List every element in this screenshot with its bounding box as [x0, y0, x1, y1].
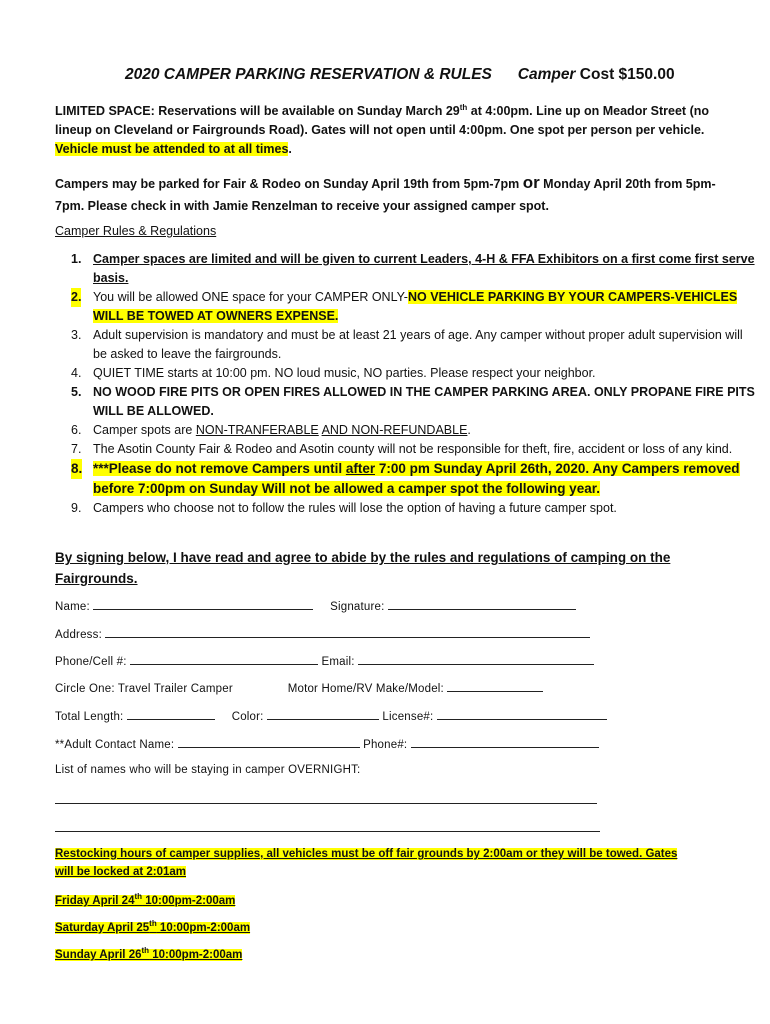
phone-field[interactable] — [130, 653, 318, 665]
form-row-address — [55, 626, 590, 641]
page-title — [125, 66, 675, 84]
saturday-label: Saturday April 25 — [55, 921, 150, 934]
overnight-names-line-1[interactable] — [55, 803, 597, 804]
friday-label: Friday April 24 — [55, 894, 135, 907]
rule-text: The Asotin County Fair & Rodeo and Asotin county will not be responsible for theft, fire, accident or loss of any kind. — [93, 442, 733, 456]
rules-list — [55, 250, 758, 518]
rule-text-highlight: NO VEHICLE PARKING BY YOUR CAMPERS-VEHICLES WILL BE TOWED AT OWNERS EXPENSE. — [93, 290, 738, 323]
signing-statement: By signing below, I have read and agree to abide by the rules and regulations of camping on the Fairgrounds. — [55, 550, 671, 586]
rule-item — [71, 440, 758, 459]
rule-text-highlight: ***Please do not remove Campers until — [93, 461, 346, 476]
address-field[interactable] — [105, 626, 590, 638]
rule-text: Camper spots are — [93, 423, 196, 437]
limited-period: . — [288, 142, 292, 157]
overnight-names-line-2[interactable] — [55, 831, 600, 832]
rule-item — [71, 421, 758, 440]
rule-item — [71, 364, 758, 383]
rule-text: QUIET TIME starts at 10:00 pm. NO loud music, NO parties. Please respect your neighbor. — [93, 366, 596, 380]
rule-number: 7. — [71, 442, 82, 456]
sunday-time: 10:00pm-2:00am — [149, 948, 243, 961]
form-row-name — [55, 598, 576, 613]
title-cost: Cost $150.00 — [579, 66, 675, 83]
overnight-list-label: List of names who will be staying in camper OVERNIGHT: — [55, 764, 361, 776]
form-row-phone — [55, 653, 594, 668]
limited-sup: th — [459, 103, 468, 112]
phone-label: Phone/Cell #: — [55, 656, 127, 668]
rule-text-underlined: NON-TRANFERABLE — [195, 423, 319, 437]
rule-text: NO WOOD FIRE PITS OR OPEN FIRES ALLOWED IN THE CAMPER PARKING AREA. ONLY PROPANE FIRE PITS WILL BE ALLOWED. — [93, 385, 755, 418]
rule-text: Adult supervision is mandatory and must be at least 21 years of age. Any camper without proper adult supervision will be asked to leave the fairgrounds. — [93, 328, 743, 361]
rule-item — [71, 383, 758, 421]
limited-text-b: at 4:00pm. Line up on Meador Street (no lineup on Cleveland or Fairgrounds Road). Gates will not open until 4:00pm. One spot per person per vehicle. — [55, 104, 710, 138]
hours-friday — [55, 888, 235, 910]
form-row-circle — [55, 680, 543, 695]
rule-number: 9. — [71, 501, 82, 515]
rule-item — [71, 499, 758, 518]
rule-number: 4. — [71, 366, 82, 380]
email-field[interactable] — [358, 653, 594, 665]
rule-text: You will be allowed ONE space for your CAMPER ONLY- — [93, 290, 408, 304]
signature-label: Signature: — [330, 601, 385, 613]
motor-home-label: Motor Home/RV Make/Model: — [287, 683, 444, 695]
contact-phone-field[interactable] — [411, 736, 599, 748]
title-main: 2020 CAMPER PARKING RESERVATION & RULES — [125, 66, 492, 83]
restocking-text: Restocking hours of camper supplies, all vehicles must be off fair grounds by 2:00am or they will be towed. Gates will be locked at 2:01am — [55, 848, 678, 878]
friday-sup: th — [134, 892, 143, 901]
rule-number: 8. — [71, 459, 82, 479]
length-field[interactable] — [127, 708, 215, 720]
license-field[interactable] — [437, 708, 607, 720]
saturday-sup: th — [149, 919, 157, 928]
parking-paragraph — [55, 172, 735, 217]
rule-number: 2. — [71, 288, 81, 307]
adult-contact-field[interactable] — [178, 736, 360, 748]
hours-sunday — [55, 942, 242, 964]
restocking-notice — [55, 845, 695, 881]
adult-contact-label: **Adult Contact Name: — [55, 739, 175, 751]
name-label: Name: — [55, 601, 90, 613]
title-camper: Camper — [517, 66, 576, 83]
license-label: License#: — [382, 711, 434, 723]
email-label: Email: — [321, 656, 355, 668]
hours-saturday — [55, 915, 250, 937]
rule-item — [71, 250, 758, 288]
form-row-length — [55, 708, 607, 723]
address-label: Address: — [55, 629, 102, 641]
attended-highlight: Vehicle must be attended to at all times — [55, 142, 289, 157]
name-field[interactable] — [93, 598, 313, 610]
friday-time: 10:00pm-2:00am — [142, 894, 236, 907]
rules-heading: Camper Rules & Regulations — [55, 224, 217, 238]
make-model-field[interactable] — [447, 680, 543, 692]
length-label: Total Length: — [55, 711, 124, 723]
limited-text: LIMITED SPACE: Reservations will be available on Sunday March 29 — [55, 104, 460, 119]
rule-number: 3. — [71, 328, 82, 342]
rule-item — [71, 288, 758, 326]
contact-phone-label: Phone#: — [363, 739, 408, 751]
parking-text-b: Monday April 20th from 5pm-7pm. Please check in with Jamie Renzelman to receive your assigned camper spot. — [55, 177, 716, 213]
sunday-sup: th — [141, 946, 150, 955]
rule-item — [71, 326, 758, 364]
rule-number: 5. — [71, 385, 82, 399]
sunday-label: Sunday April 26 — [55, 948, 142, 961]
form-row-contact — [55, 736, 599, 751]
saturday-time: 10:00pm-2:00am — [156, 921, 251, 934]
signature-field[interactable] — [388, 598, 576, 610]
circle-one-label: Circle One: Travel Trailer Camper — [55, 683, 233, 695]
color-label: Color: — [231, 711, 264, 723]
limited-space-paragraph — [55, 98, 735, 159]
rule-number: 6. — [71, 423, 82, 437]
color-field[interactable] — [267, 708, 379, 720]
form-row-list — [55, 764, 360, 776]
rule-number: 1. — [71, 252, 82, 266]
rule-item — [71, 459, 758, 499]
rule-text-underlined: AND NON-REFUNDABLE — [321, 423, 468, 437]
parking-or: or — [522, 173, 540, 192]
rule-text-highlight: after — [345, 461, 376, 476]
rule-text: Campers who choose not to follow the rules will lose the option of having a future camper spot. — [93, 501, 617, 515]
parking-text-a: Campers may be parked for Fair & Rodeo on Sunday April 19th from 5pm-7pm — [55, 177, 523, 191]
rule-text-highlight: 7:00 pm Sunday April 26th, 2020. Any Campers removed before 7:00pm on Sunday Will not be allowed a camper spot the following year. — [93, 461, 740, 496]
rule-text: Camper spaces are limited and will be given to current Leaders, 4-H & FFA Exhibitors on a first come first serve basis. — [93, 252, 755, 285]
rule-text-period: . — [467, 423, 471, 437]
